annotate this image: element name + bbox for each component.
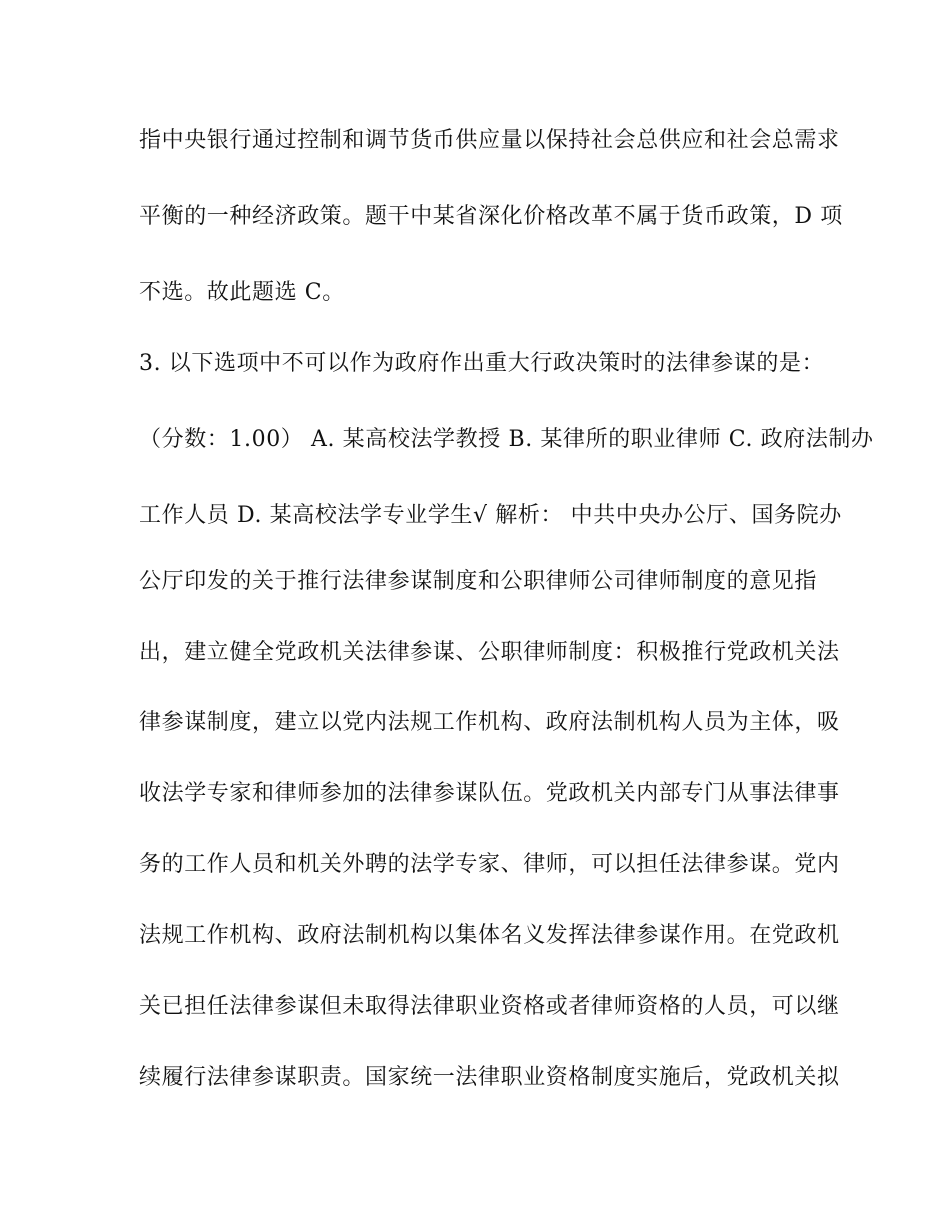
text-line: 关已担任法律参谋但未取得法律职业资格或者律师资格的人员，可以继 [139, 994, 840, 1019]
text-line: 公厅印发的关于推行法律参谋制度和公职律师公司律师制度的意见指 [139, 569, 818, 594]
text-line: 平衡的一种经济政策。题干中某省深化价格改革不属于货币政策，D 项 [139, 204, 843, 229]
text-line: 3. 以下选项中不可以作为政府作出重大行政决策时的法律参谋的是： [139, 351, 825, 376]
text-line: 续履行法律参谋职责。国家统一法律职业资格制度实施后，党政机关拟 [139, 1065, 840, 1090]
text-line: 法规工作机构、政府法制机构以集体名义发挥法律参谋作用。在党政机 [139, 923, 840, 948]
text-line: 收法学专家和律师参加的法律参谋队伍。党政机关内部专门从事法律事 [139, 781, 840, 806]
text-line: （分数：1.00） A. 某高校法学教授 B. 某律所的职业律师 C. 政府法制办 [139, 427, 874, 452]
text-line: 律参谋制度，建立以党内法规工作机构、政府法制机构人员为主体，吸 [139, 710, 840, 735]
text-line: 不选。故此题选 C。 [139, 280, 345, 305]
text-line: 指中央银行通过控制和调节货币供应量以保持社会总供应和社会总需求 [139, 128, 840, 153]
text-line: 出，建立健全党政机关法律参谋、公职律师制度：积极推行党政机关法 [139, 640, 840, 665]
text-line: 务的工作人员和机关外聘的法学专家、律师，可以担任法律参谋。党内 [139, 852, 840, 877]
text-line: 工作人员 D. 某高校法学专业学生√ 解析： 中共中央办公厅、国务院办 [139, 503, 842, 528]
